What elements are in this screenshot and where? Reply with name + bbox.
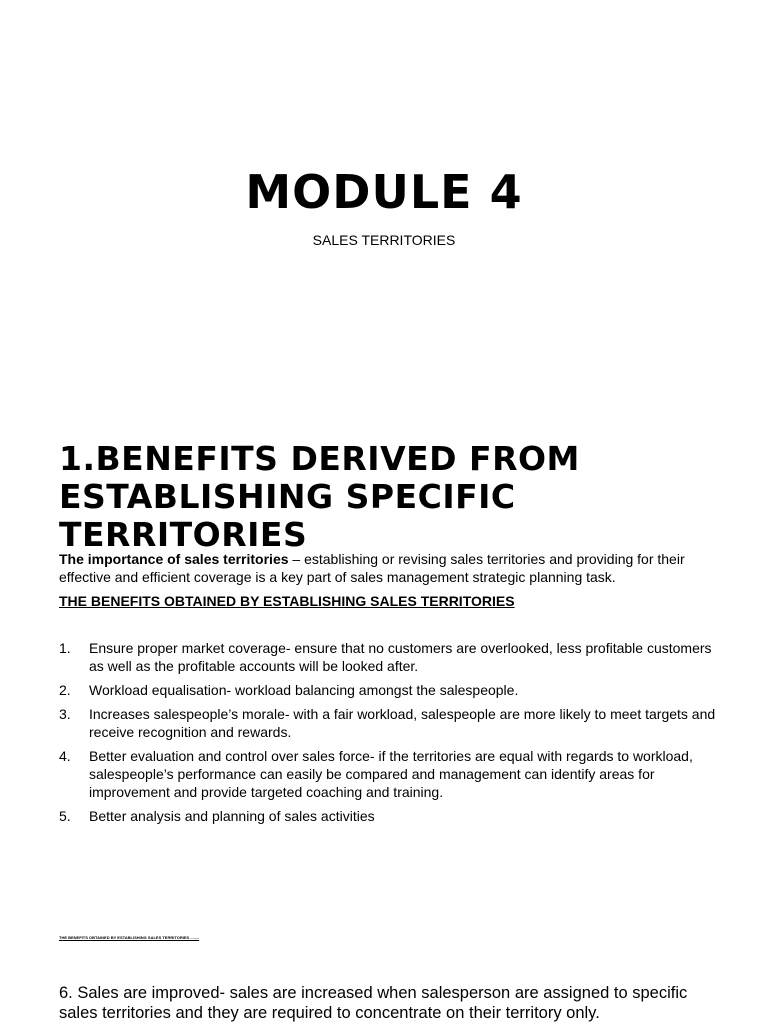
list-item-number: 4.	[59, 748, 71, 764]
list-item-text: Increases salespeople’s morale- with a fair workload, salespeople are more likely to meet targets and receive recognition and rewards.	[89, 706, 716, 740]
intro-text: – establishing or revising sales territories and providing for their effective and efficient coverage is a key part of sales management strategic planning task.	[59, 551, 685, 585]
intro-bold-lead: The importance of sales territories	[59, 551, 289, 567]
list-item	[59, 747, 719, 801]
list-item	[59, 807, 719, 825]
page-title: MODULE 4	[245, 165, 523, 219]
footnote-heading: THE BENEFITS OBTAINED BY ESTABLISHING SALES TERRITORIES ........	[59, 935, 200, 940]
list-item-number: 2.	[59, 682, 71, 698]
list-item-text: Better evaluation and control over sales force- if the territories are equal with regards to workload, salespeople’s performance can easily be compared and management can identify areas for improvement and provide targeted coaching and training.	[89, 748, 693, 800]
list-item-number: 3.	[59, 706, 71, 722]
item-six-paragraph: 6. Sales are improved- sales are increased when salesperson are assigned to specific sales territories and they are required to concentrate on their territory only.	[59, 984, 688, 1022]
list-item	[59, 705, 719, 741]
list-item-number: 5.	[59, 808, 71, 824]
intro-paragraph	[59, 550, 719, 586]
section-heading: 1.BENEFITS DERIVED FROM ESTABLISHING SPECIFIC TERRITORIES	[59, 439, 580, 554]
page-subtitle: SALES TERRITORIES	[312, 232, 456, 248]
list-item-text: Ensure proper market coverage- ensure that no customers are overlooked, less profitable customers as well as the profitable accounts will be looked after.	[89, 640, 712, 674]
benefit-list	[59, 639, 719, 831]
list-item-text: Workload equalisation- workload balancing amongst the salespeople.	[89, 682, 519, 698]
list-item	[59, 639, 719, 675]
list-item-number: 1.	[59, 640, 71, 656]
benefits-heading: THE BENEFITS OBTAINED BY ESTABLISHING SALES TERRITORIES	[59, 593, 515, 609]
list-item	[59, 681, 719, 699]
list-item-text: Better analysis and planning of sales activities	[89, 808, 375, 824]
